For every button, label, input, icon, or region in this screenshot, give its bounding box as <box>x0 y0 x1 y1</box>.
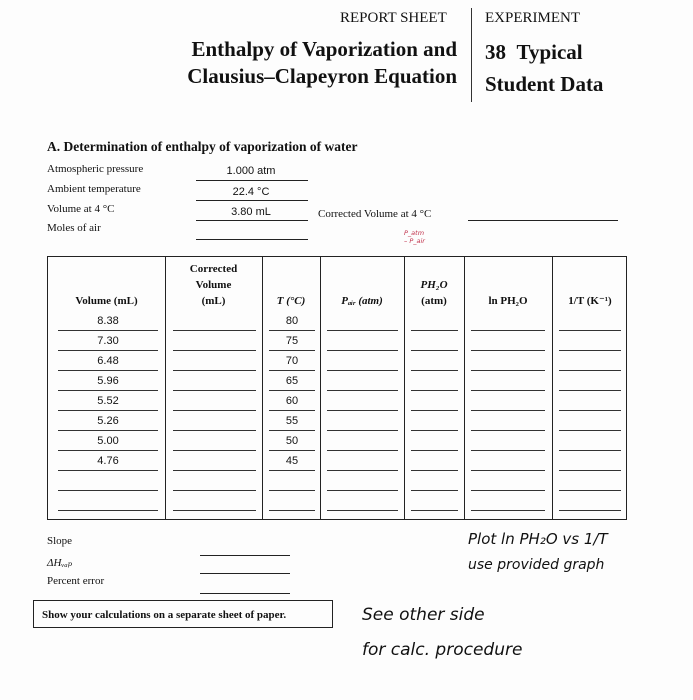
report-sheet-label: REPORT SHEET <box>340 10 447 26</box>
table-cell-line <box>58 490 158 491</box>
volume-cell: 5.26 <box>97 415 119 427</box>
table-cell-line <box>411 450 458 451</box>
volume-cell: 4.76 <box>97 455 119 467</box>
table-cell-line <box>173 490 256 491</box>
moles-of-air-label: Moles of air <box>47 222 101 234</box>
student-data-label: Student Data <box>485 72 604 96</box>
handwriting-see-other-side: See other side <box>362 605 485 625</box>
header-p-h2o: PH₂O (atm) <box>420 279 448 307</box>
table-cell-line <box>173 470 256 471</box>
dh-vap-line <box>200 573 290 574</box>
table-cell-line <box>269 470 315 471</box>
table-cell-line <box>411 390 458 391</box>
table-cell-line <box>411 510 458 511</box>
table-cell-line <box>58 370 158 371</box>
table-cell-line <box>269 490 315 491</box>
temperature-cell: 45 <box>285 455 299 467</box>
experiment-number: 38 <box>485 40 506 64</box>
slope-line <box>200 555 290 556</box>
dh-vap-label: ΔHᵥₐₚ <box>47 557 73 569</box>
table-cell-line <box>559 370 621 371</box>
volume-cell: 7.30 <box>97 335 119 347</box>
slope-label: Slope <box>47 535 73 547</box>
table-cell-line <box>471 350 545 351</box>
header-divider <box>471 8 472 102</box>
table-cell-line <box>559 430 621 431</box>
volume-cell: 5.96 <box>97 375 119 387</box>
table-cell-line <box>58 330 158 331</box>
table-cell-line <box>327 390 398 391</box>
ambient-temperature-line <box>196 200 308 201</box>
header-p-air: Pₐᵢᵣ (atm) <box>341 295 383 307</box>
table-cell-line <box>173 510 256 511</box>
table-cell-line <box>471 430 545 431</box>
table-cell-line <box>411 350 458 351</box>
handwritten-pressure-note: P_atm – P_air <box>404 229 425 245</box>
table-cell-line <box>269 430 315 431</box>
table-cell-line <box>327 370 398 371</box>
table-cell-line <box>471 330 545 331</box>
table-cell-line <box>173 410 256 411</box>
corrected-volume-label: Corrected Volume at 4 °C <box>318 208 432 220</box>
volume-cell: 5.00 <box>97 435 119 447</box>
table-cell-line <box>327 470 398 471</box>
table-cell-line <box>471 390 545 391</box>
volume-at-4c-line <box>196 220 308 221</box>
experiment-id <box>485 36 603 100</box>
table-cell-line <box>327 330 398 331</box>
table-cell-line <box>411 370 458 371</box>
percent-error-label: Percent error <box>47 575 105 587</box>
volume-at-4c-label: Volume at 4 °C <box>47 203 115 215</box>
header-corrected-volume: Corrected Volume (mL) <box>189 263 238 307</box>
ambient-temperature-value: 22.4 °C <box>232 186 270 198</box>
table-cell-line <box>411 330 458 331</box>
table-cell-line <box>471 450 545 451</box>
table-cell-line <box>471 510 545 511</box>
calculation-note-box <box>33 600 333 628</box>
handwriting-plot-instruction: Plot ln PH₂O vs 1/T <box>468 530 608 548</box>
table-cell-line <box>559 390 621 391</box>
experiment-title <box>187 36 457 90</box>
table-cell-line <box>173 450 256 451</box>
table-cell-line <box>173 350 256 351</box>
temperature-cell: 75 <box>285 335 299 347</box>
table-cell-line <box>269 510 315 511</box>
table-cell-line <box>58 390 158 391</box>
volume-at-4c-value: 3.80 mL <box>231 206 271 218</box>
table-cell-line <box>411 430 458 431</box>
temperature-cell: 60 <box>285 395 299 407</box>
table-cell-line <box>58 430 158 431</box>
moles-of-air-line <box>196 239 308 240</box>
header-inverse-t: 1/T (K⁻¹) <box>568 295 612 307</box>
table-cell-line <box>58 510 158 511</box>
table-cell-line <box>58 450 158 451</box>
table-cell-line <box>269 350 315 351</box>
table-cell-line <box>327 410 398 411</box>
table-cell-line <box>559 330 621 331</box>
header-temperature: T (°C) <box>276 295 306 307</box>
table-cell-line <box>58 350 158 351</box>
handwriting-calc-procedure: for calc. procedure <box>362 640 523 660</box>
volume-cell: 6.48 <box>97 355 119 367</box>
atmospheric-pressure-value: 1.000 atm <box>226 165 276 177</box>
table-cell-line <box>173 390 256 391</box>
table-cell-line <box>559 510 621 511</box>
table-cell-line <box>269 390 315 391</box>
handwriting-graph-note: use provided graph <box>468 557 605 573</box>
table-cell-line <box>411 470 458 471</box>
table-cell-line <box>327 450 398 451</box>
table-cell-line <box>411 410 458 411</box>
volume-cell: 8.38 <box>97 315 119 327</box>
temperature-cell: 80 <box>285 315 299 327</box>
table-cell-line <box>173 330 256 331</box>
volume-cell: 5.52 <box>97 395 119 407</box>
section-a-title: A. Determination of enthalpy of vaporization of water <box>47 139 358 154</box>
table-cell-line <box>173 370 256 371</box>
table-cell-line <box>269 410 315 411</box>
table-cell-line <box>559 410 621 411</box>
table-cell-line <box>471 410 545 411</box>
table-cell-line <box>327 510 398 511</box>
typical-label: Typical <box>516 40 583 64</box>
table-cell-line <box>269 330 315 331</box>
table-cell-line <box>559 470 621 471</box>
corrected-volume-line <box>468 220 618 221</box>
table-cell-line <box>471 490 545 491</box>
atmospheric-pressure-label: Atmospheric pressure <box>47 163 144 175</box>
temperature-cell: 70 <box>285 355 299 367</box>
table-cell-line <box>327 350 398 351</box>
header-ln-p-h2o: ln PH₂O <box>488 295 528 307</box>
atmospheric-pressure-line <box>196 180 308 181</box>
table-cell-line <box>58 410 158 411</box>
table-cell-line <box>269 450 315 451</box>
table-cell-line <box>411 490 458 491</box>
calculation-note: Show your calculations on a separate sheet of paper. <box>42 609 287 621</box>
table-cell-line <box>559 490 621 491</box>
table-cell-line <box>471 370 545 371</box>
table-cell-line <box>327 430 398 431</box>
title-line-1: Enthalpy of Vaporization and <box>191 37 457 61</box>
title-line-2: Clausius–Clapeyron Equation <box>187 64 457 88</box>
table-cell-line <box>58 470 158 471</box>
table-cell-line <box>173 430 256 431</box>
temperature-cell: 65 <box>285 375 299 387</box>
table-cell-line <box>471 470 545 471</box>
table-cell-line <box>327 490 398 491</box>
header-volume: Volume (mL) <box>75 295 138 307</box>
data-table <box>47 256 627 520</box>
percent-error-line <box>200 593 290 594</box>
experiment-label: EXPERIMENT <box>485 10 580 26</box>
table-cell-line <box>559 350 621 351</box>
table-cell-line <box>269 370 315 371</box>
table-cell-line <box>559 450 621 451</box>
temperature-cell: 55 <box>285 415 299 427</box>
temperature-cell: 50 <box>285 435 299 447</box>
ambient-temperature-label: Ambient temperature <box>47 183 141 195</box>
